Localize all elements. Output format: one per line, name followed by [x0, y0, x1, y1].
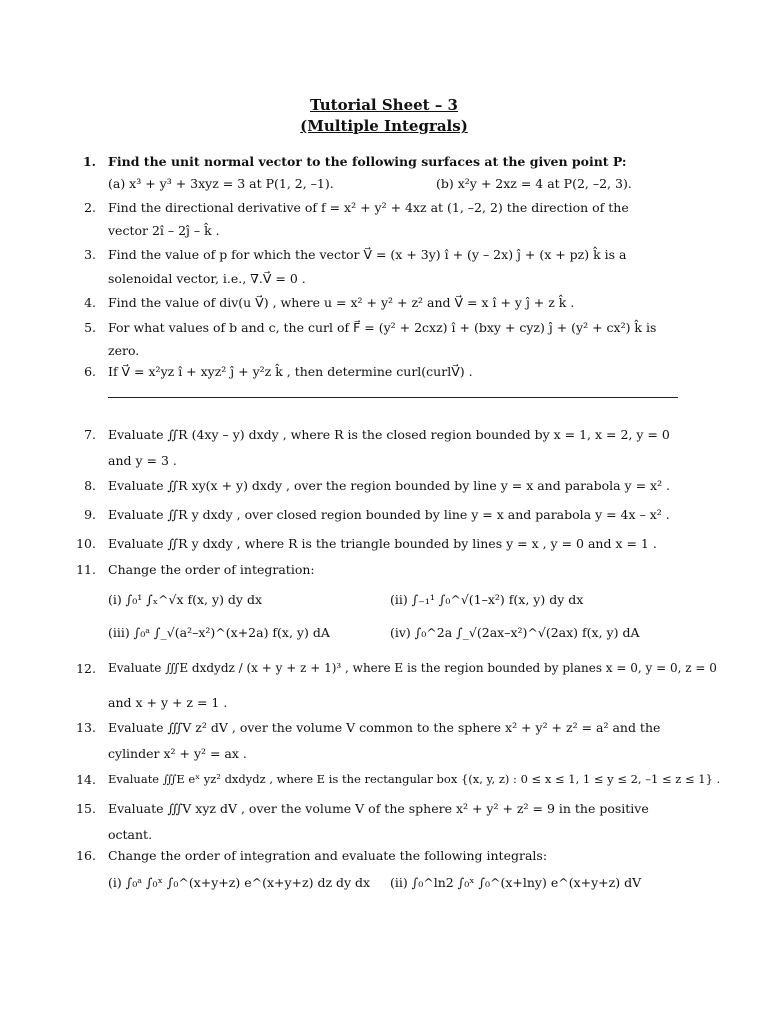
item-number: 7. [84, 427, 96, 442]
item-text: (i) ∫₀¹ ∫ₓ^√x f(x, y) dy dx [108, 592, 263, 607]
item-text: (iii) ∫₀ᵃ ∫_√(a²–x²)^(x+2a) f(x, y) dA [108, 625, 330, 640]
item-number: 3. [84, 247, 96, 262]
item-text: (ii) ∫₀^ln2 ∫₀ˣ ∫₀^(x+lny) e^(x+y+z) dV [390, 875, 642, 890]
item-text: (i) ∫₀ᵃ ∫₀ˣ ∫₀^(x+y+z) e^(x+y+z) dz dy dx [108, 875, 371, 890]
item-text: Evaluate ∭E dxdydz / (x + y + z + 1)³ , where E is the region bounded by planes x = 0, y = 0, z = 0 [108, 661, 717, 675]
item-text: For what values of b and c, the curl of F⃗ = (y² + 2cxz) î + (bxy + cyz) ĵ + (y² + cx²) k̂ is [108, 320, 657, 335]
item-number: 1. [82, 154, 96, 169]
item-number: 4. [84, 295, 96, 310]
item-text: zero. [108, 343, 140, 358]
item-text: solenoidal vector, i.e., ∇.V⃗ = 0 . [108, 271, 306, 286]
sheet-subtitle: (Multiple Integrals) [300, 117, 468, 135]
item-number: 13. [76, 720, 96, 735]
item-number: 6. [84, 364, 96, 379]
item-text: (iv) ∫₀^2a ∫_√(2ax–x²)^√(2ax) f(x, y) dA [390, 625, 640, 640]
item-text: Evaluate ∭V xyz dV , over the volume V of the sphere x² + y² + z² = 9 in the positive [108, 801, 649, 816]
item-number: 14. [76, 772, 96, 787]
item-number: 12. [76, 661, 96, 676]
item-number: 15. [76, 801, 96, 816]
section-divider [108, 397, 678, 398]
item-number: 10. [76, 536, 96, 551]
item-text: Change the order of integration and evaluate the following integrals: [108, 848, 548, 863]
item-text: Change the order of integration: [108, 562, 315, 577]
item-text: cylinder x² + y² = ax . [108, 746, 247, 761]
item-text: Find the unit normal vector to the following surfaces at the given point P: [108, 154, 627, 169]
item-text: Evaluate ∬R xy(x + y) dxdy , over the region bounded by line y = x and parabola y = x² . [108, 478, 671, 493]
item-number: 2. [84, 200, 96, 215]
item-text: Find the value of div(u V⃗) , where u = x² + y² + z² and V⃗ = x î + y ĵ + z k̂ . [108, 295, 575, 310]
sheet-title: Tutorial Sheet – 3 [309, 96, 458, 114]
item-text: and x + y + z = 1 . [108, 695, 228, 710]
item-text: Evaluate ∭E eˣ yz² dxdydz , where E is the rectangular box {(x, y, z) : 0 ≤ x ≤ 1, 1 ≤ y ≤ 2, –1 ≤ z ≤ 1} . [108, 772, 721, 786]
item-text: Evaluate ∭V z² dV , over the volume V common to the sphere x² + y² + z² = a² and the [108, 720, 661, 735]
item-number: 16. [76, 848, 96, 863]
item-number: 9. [84, 507, 96, 522]
item-text: (b) x²y + 2xz = 4 at P(2, –2, 3). [436, 176, 632, 191]
item-number: 11. [76, 562, 96, 577]
item-text: Evaluate ∬R y dxdy , over closed region bounded by line y = x and parabola y = 4x – x² . [108, 507, 670, 522]
item-text: Find the value of p for which the vector V⃗ = (x + 3y) î + (y – 2x) ĵ + (x + pz) k̂ is a [108, 247, 627, 262]
item-text: Evaluate ∬R (4xy – y) dxdy , where R is the closed region bounded by x = 1, x = 2, y = 0 [108, 427, 670, 442]
item-text: Evaluate ∬R y dxdy , where R is the triangle bounded by lines y = x , y = 0 and x = 1 . [108, 536, 657, 551]
item-text: and y = 3 . [108, 453, 177, 468]
item-text: (a) x³ + y³ + 3xyz = 3 at P(1, 2, –1). [108, 176, 334, 191]
item-text: If V⃗ = x²yz î + xyz² ĵ + y²z k̂ , then determine curl(curlV⃗) . [108, 364, 473, 379]
item-text: octant. [108, 827, 153, 842]
item-number: 5. [84, 320, 96, 335]
item-text: Find the directional derivative of f = x² + y² + 4xz at (1, –2, 2) the direction of the [108, 200, 629, 215]
item-number: 8. [84, 478, 96, 493]
item-text: (ii) ∫₋₁¹ ∫₀^√(1–x²) f(x, y) dy dx [390, 592, 584, 607]
item-text: vector 2î – 2ĵ – k̂ . [108, 223, 220, 238]
